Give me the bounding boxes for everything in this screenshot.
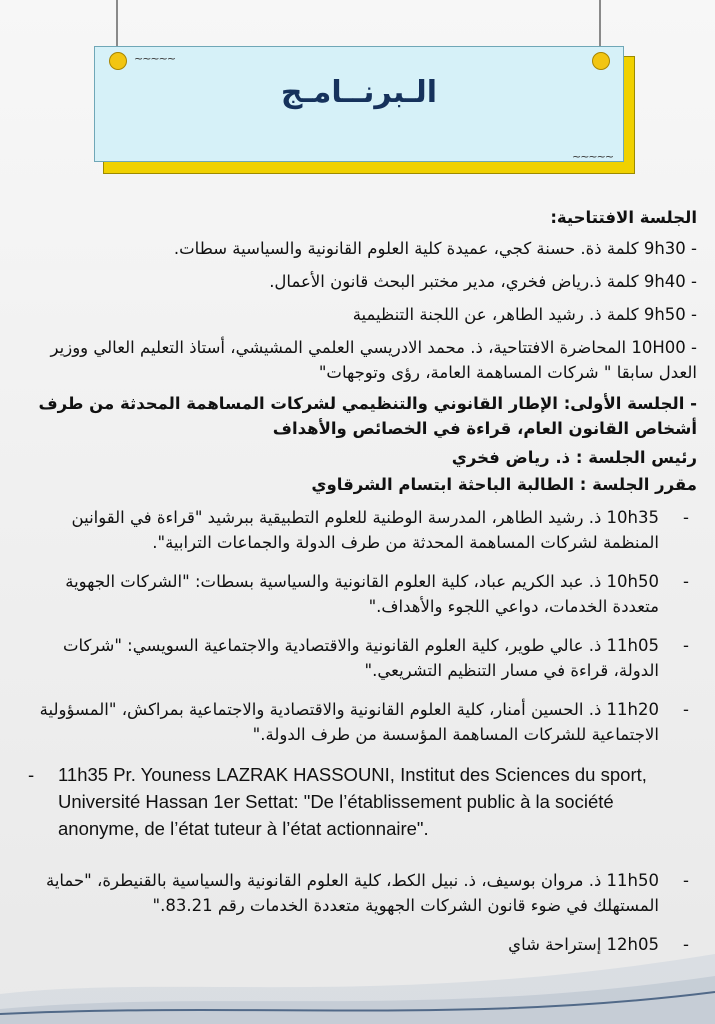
opening-line: - 9h40 كلمة ذ.رياض فخري، مدير مختبر البحث قانون الأعمال. (269, 272, 697, 291)
decorative-wave (0, 914, 715, 1024)
talk-text: 11h35 Pr. Youness LAZRAK HASSOUNI, Institut des Sciences du sport, Université Hassan 1er Settat: "De l’établissement public à la société anonyme, de l’état tuteur à l’état actionnaire". (58, 764, 647, 839)
list-dash: - (28, 764, 35, 785)
talk-text: 10h50 ذ. عبد الكريم عباد، كلية العلوم القانونية والسياسية بسطات: "الشركات الجهوية متعددة الخدمات، دواعي اللجوء والأهداف." (65, 572, 659, 616)
list-item-french (20, 761, 697, 842)
list-dash: - (683, 700, 689, 719)
session-rapporteur: مقرر الجلسة : الطالبة الباحثة ابتسام الشرقاوي (311, 475, 697, 494)
list-item (20, 569, 697, 619)
list-dash: - (683, 572, 689, 591)
page-title: الـبرنــامـج (280, 75, 438, 110)
talk-text: 12h05 إستراحة شاي (508, 935, 659, 954)
list-dash: - (683, 871, 689, 890)
opening-line: - 10H00 المحاضرة الافتتاحية، ذ. محمد الادريسي العلمي المشيشي، أستاذ التعليم العالي ووزير العدل سابقا " شركات المساهمة العامة، رؤى وتوجهات" (50, 338, 697, 382)
opening-line: - 9h50 كلمة ذ. رشيد الطاهر، عن اللجنة التنظيمية (352, 305, 697, 324)
list-dash: - (683, 636, 689, 655)
talk-text: 11h20 ذ. الحسين أمنار، كلية العلوم القانونية والاقتصادية والاجتماعية بمراكش، "المسؤولية الاجتماعية للشركات المساهمة المؤسسة من طرف الدولة." (39, 700, 659, 744)
list-dash: - (683, 508, 689, 527)
opening-heading: الجلسة الافتتاحية: (550, 208, 697, 227)
session-title: - الجلسة الأولى: الإطار القانوني والتنظيمي لشركات المساهمة المحدثة من طرف أشخاص القانون العام، قراءة في الخصائص والأهداف (38, 394, 697, 438)
squiggle-bottom: ~~~~~ (572, 150, 614, 163)
pin-right-icon (592, 52, 610, 70)
squiggle-top: ~~~~~ (134, 52, 176, 65)
program-content (20, 205, 697, 971)
talk-text: 11h05 ذ. عالي طوير، كلية العلوم القانونية والاقتصادية والاجتماعية السويسي: "شركات الدولة، قراءة في مسار التنظيم التشريعي." (62, 636, 659, 680)
list-item (20, 868, 697, 918)
list-item (20, 633, 697, 683)
list-dash: - (683, 935, 689, 954)
session-president: رئيس الجلسة : ذ. رياض فخري (451, 448, 697, 467)
list-item (20, 505, 697, 555)
talk-text: 10h35 ذ. رشيد الطاهر، المدرسة الوطنية للعلوم التطبيقية ببرشيد "قراءة في القوانين المنظمة لشركات المساهمة المحدثة من طرف الدولة والجماعات الترابية". (71, 508, 659, 552)
pin-left-icon (109, 52, 127, 70)
talk-text: 11h50 ذ. مروان بوسيف، ذ. نبيل الكط، كلية العلوم القانونية والسياسية بالقنيطرة، "حماية المستهلك في ضوء قانون الشركات الجهوية متعددة الخدمات رقم 83.21." (45, 871, 659, 915)
opening-line: - 9h30 كلمة ذة. حسنة كجي، عميدة كلية العلوم القانونية والسياسية سطات. (173, 239, 697, 258)
list-item (20, 697, 697, 747)
